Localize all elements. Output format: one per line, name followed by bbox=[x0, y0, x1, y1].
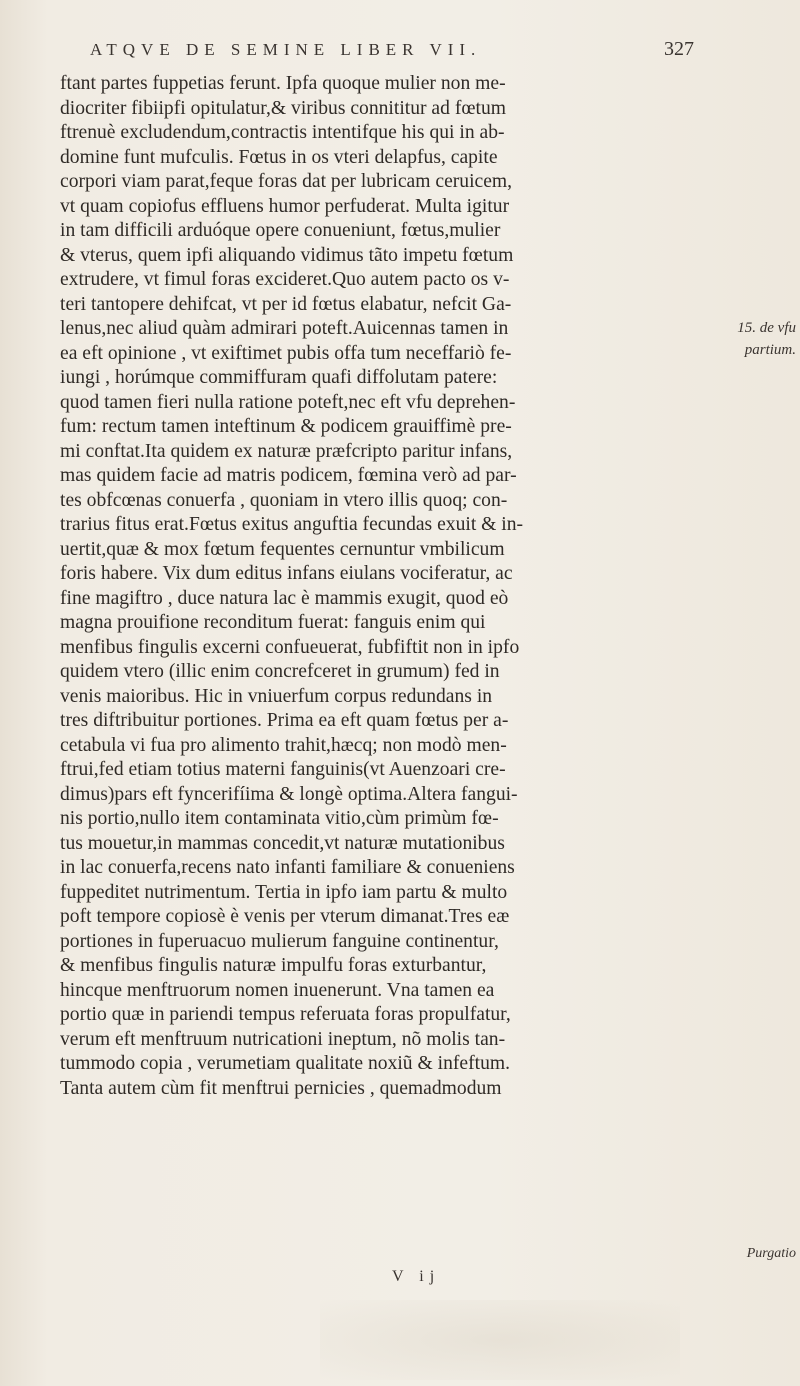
page-number: 327 bbox=[664, 38, 694, 60]
text-line: quod tamen fieri nulla ratione poteft,nec eft vfu deprehen- bbox=[60, 391, 516, 413]
text-line: foris habere. Vix dum editus infans eiulans vociferatur, ac bbox=[60, 563, 513, 584]
text-line: uertit,quæ & mox fœtum fequentes cernuntur vmbilicum bbox=[60, 538, 505, 560]
text-line: portiones in fuperuacuo mulierum fanguine continentur, bbox=[60, 930, 499, 952]
text-line: Tanta autem cùm fit menftrui pernicies , quemadmodum bbox=[60, 1077, 502, 1099]
text-line: & menfibus fingulis naturæ impulfu foras exturbantur, bbox=[60, 955, 487, 976]
text-line: trarius fitus erat.Fœtus exitus anguftia fecundas exuit & in- bbox=[60, 514, 524, 535]
text-line: verum eft menftruum nutricationi ineptum, nõ molis tan- bbox=[60, 1028, 506, 1050]
text-line: menfibus fingulis excerni confueuerat, fubfiftit non in ipfo bbox=[60, 636, 520, 658]
text-line: diocriter fibiipfi opitulatur,& viribus connititur ad fœtum bbox=[60, 97, 506, 119]
text-line: iungi , horúmque commiffuram quafi diffolutam patere: bbox=[60, 367, 498, 388]
text-line: & vterus, quem ipfi aliquando vidimus tãto impetu fœtum bbox=[60, 244, 514, 266]
text-line: lenus,nec aliud quàm admirari poteft.Auicennas tamen in bbox=[60, 318, 509, 339]
text-line: tres diftribuitur portiones. Prima ea eft quam fœtus per a- bbox=[60, 710, 509, 731]
text-line: portio quæ in pariendi tempus referuata foras propulfatur, bbox=[60, 1004, 511, 1025]
text-line: ea eft opinione , vt exiftimet pubis offa tum neceffariò fe- bbox=[60, 342, 512, 364]
text-line: nis portio,nullo item contaminata vitio,cùm primùm fœ- bbox=[60, 808, 499, 829]
text-line: hincque menftruorum nomen inuenerunt. Vna tamen ea bbox=[60, 979, 495, 1001]
text-line: fum: rectum tamen inteftinum & podicem grauiffimè pre- bbox=[60, 416, 512, 437]
margin-note-partium: partium. bbox=[744, 342, 796, 358]
text-line: ftrenuè excludendum,contractis intentifque his qui in ab- bbox=[60, 122, 505, 143]
text-line: in lac conuerfa,recens nato infanti familiare & conueniens bbox=[60, 857, 515, 878]
text-line: tes obfcœnas conuerfa , quoniam in vtero illis quoq; con- bbox=[60, 489, 508, 511]
text-line: in tam difficili arduóque opere conueniunt, fœtus,mulier bbox=[60, 220, 501, 241]
text-line: magna prouifione reconditum fuerat: fanguis enim qui bbox=[60, 612, 486, 633]
text-line: domine funt mufculis. Fœtus in os vteri delapfus, capite bbox=[60, 146, 498, 168]
running-head: ATQVE DE SEMINE LIBER VII. bbox=[90, 40, 482, 59]
paper-stain bbox=[320, 1300, 680, 1380]
text-line: ftrui,fed etiam totius materni fanguinis(vt Auenzoari cre- bbox=[60, 759, 506, 780]
margin-note-purgatio: Purgatio bbox=[746, 1246, 796, 1261]
text-line: tummodo copia , verumetiam qualitate noxiũ & infeftum. bbox=[60, 1053, 511, 1074]
body-text bbox=[60, 72, 700, 1101]
text-line: mas quidem facie ad matris podicem, fœmina verò ad par- bbox=[60, 465, 517, 486]
margin-note-de-vsu: 15. de vfu bbox=[737, 320, 796, 336]
page-header bbox=[90, 36, 694, 70]
text-line: dimus)pars eft fyncerifíima & longè optima.Altera fangui- bbox=[60, 783, 518, 805]
text-line: corpori viam parat,feque foras dat per lubricam ceruicem, bbox=[60, 171, 513, 192]
text-line: cetabula vi fua pro alimento trahit,hæcq; non modò men- bbox=[60, 734, 507, 756]
text-line: vt quam copiofus effluens humor perfuderat. Multa igitur bbox=[60, 195, 510, 217]
signature-mark: V ij bbox=[392, 1268, 441, 1285]
text-line: teri tantopere dehifcat, vt per id fœtus elabatur, nefcit Ga- bbox=[60, 293, 512, 315]
text-line: tus mouetur,in mammas concedit,vt naturæ mutationibus bbox=[60, 832, 505, 854]
text-line: quidem vtero (illic enim concrefceret in grumum) fed in bbox=[60, 661, 500, 682]
text-line: fine magiftro , duce natura lac è mammis exugit, quod eò bbox=[60, 587, 509, 609]
text-line: mi conftat.Ita quidem ex naturæ præfcripto paritur infans, bbox=[60, 440, 513, 462]
text-line: venis maioribus. Hic in vniuerfum corpus redundans in bbox=[60, 685, 493, 707]
text-line: poft tempore copiosè è venis per vterum dimanat.Tres eæ bbox=[60, 906, 510, 927]
text-line: fuppeditet nutrimentum. Tertia in ipfo iam partu & multo bbox=[60, 881, 508, 903]
text-line: ftant partes fuppetias ferunt. Ipfa quoque mulier non me- bbox=[60, 73, 506, 94]
text-line: extrudere, vt fimul foras excideret.Quo autem pacto os v- bbox=[60, 269, 510, 290]
